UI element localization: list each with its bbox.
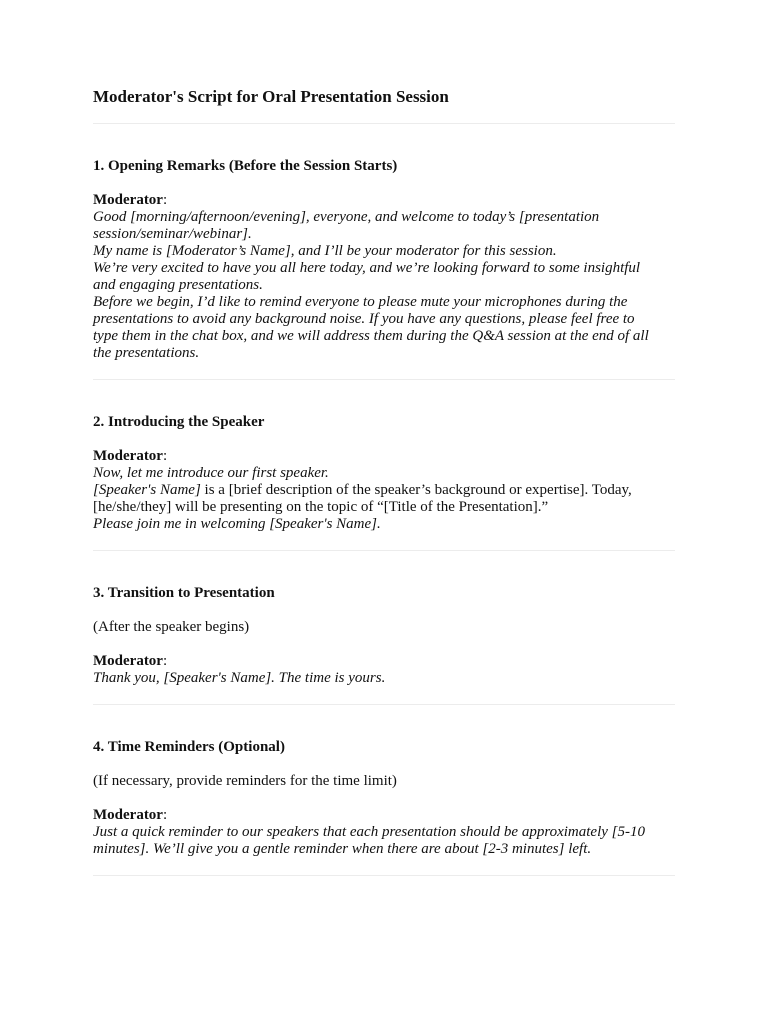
moderator-dialogue [93, 653, 675, 687]
script-line: presentations to avoid any background noise. If you have any questions, please feel free to [93, 311, 635, 327]
divider [93, 704, 675, 705]
script-line: minutes]. We’ll give you a gentle reminder when there are about [2-3 minutes] left. [93, 841, 592, 857]
speaker-line [93, 653, 675, 670]
script-line: and engaging presentations. [93, 277, 263, 293]
script-line: Please join me in welcoming [Speaker's Name]. [93, 516, 381, 532]
section-introducing-speaker [93, 414, 675, 533]
script-line: session/seminar/webinar]. [93, 226, 252, 242]
script-line: [he/she/they] will be presenting on the topic of “[Title of the Presentation].” [93, 499, 549, 515]
script-line: type them in the chat box, and we will address them during the Q&A session at the end of all [93, 328, 649, 344]
speaker-line [93, 448, 675, 465]
section-heading: 2. Introducing the Speaker [93, 414, 265, 430]
colon: : [162, 192, 168, 208]
section-heading: 3. Transition to Presentation [93, 585, 275, 601]
section-transition [93, 585, 675, 687]
speaker-line [93, 192, 675, 209]
speaker-label: Moderator [93, 807, 163, 823]
section-opening-remarks [93, 158, 675, 362]
moderator-dialogue [93, 807, 675, 858]
colon: : [162, 653, 168, 669]
divider [93, 379, 675, 380]
script-line: Now, let me introduce our first speaker. [93, 465, 329, 481]
stage-note: (After the speaker begins) [93, 619, 250, 635]
script-line: Good [morning/afternoon/evening], everyone, and welcome to today’s [presentation [93, 209, 600, 225]
section-heading: 4. Time Reminders (Optional) [93, 739, 285, 755]
script-line: My name is [Moderator’s Name], and I’ll be your moderator for this session. [93, 243, 557, 259]
moderator-dialogue [93, 448, 675, 533]
divider [93, 123, 675, 124]
script-line [93, 482, 675, 499]
speaker-name-placeholder: [Speaker's Name] [93, 482, 201, 498]
speaker-label: Moderator [93, 653, 163, 669]
speaker-label: Moderator [93, 448, 163, 464]
script-line: Just a quick reminder to our speakers that each presentation should be approximately [5-10 [93, 824, 645, 840]
script-line: We’re very excited to have you all here today, and we’re looking forward to some insightful [93, 260, 641, 276]
section-time-reminders [93, 739, 675, 858]
script-line: Before we begin, I’d like to remind everyone to please mute your microphones during the [93, 294, 628, 310]
colon: : [162, 448, 168, 464]
document-title: Moderator's Script for Oral Presentation Session [93, 87, 449, 106]
divider [93, 550, 675, 551]
stage-note: (If necessary, provide reminders for the time limit) [93, 773, 397, 789]
colon: : [162, 807, 168, 823]
divider [93, 875, 675, 876]
section-heading: 1. Opening Remarks (Before the Session Starts) [93, 158, 398, 174]
speaker-line [93, 807, 675, 824]
moderator-dialogue [93, 192, 675, 362]
speaker-label: Moderator [93, 192, 163, 208]
script-text: is a [brief description of the speaker’s background or expertise]. Today, [200, 482, 632, 498]
script-line: the presentations. [93, 345, 200, 361]
script-line: Thank you, [Speaker's Name]. The time is yours. [93, 670, 386, 686]
